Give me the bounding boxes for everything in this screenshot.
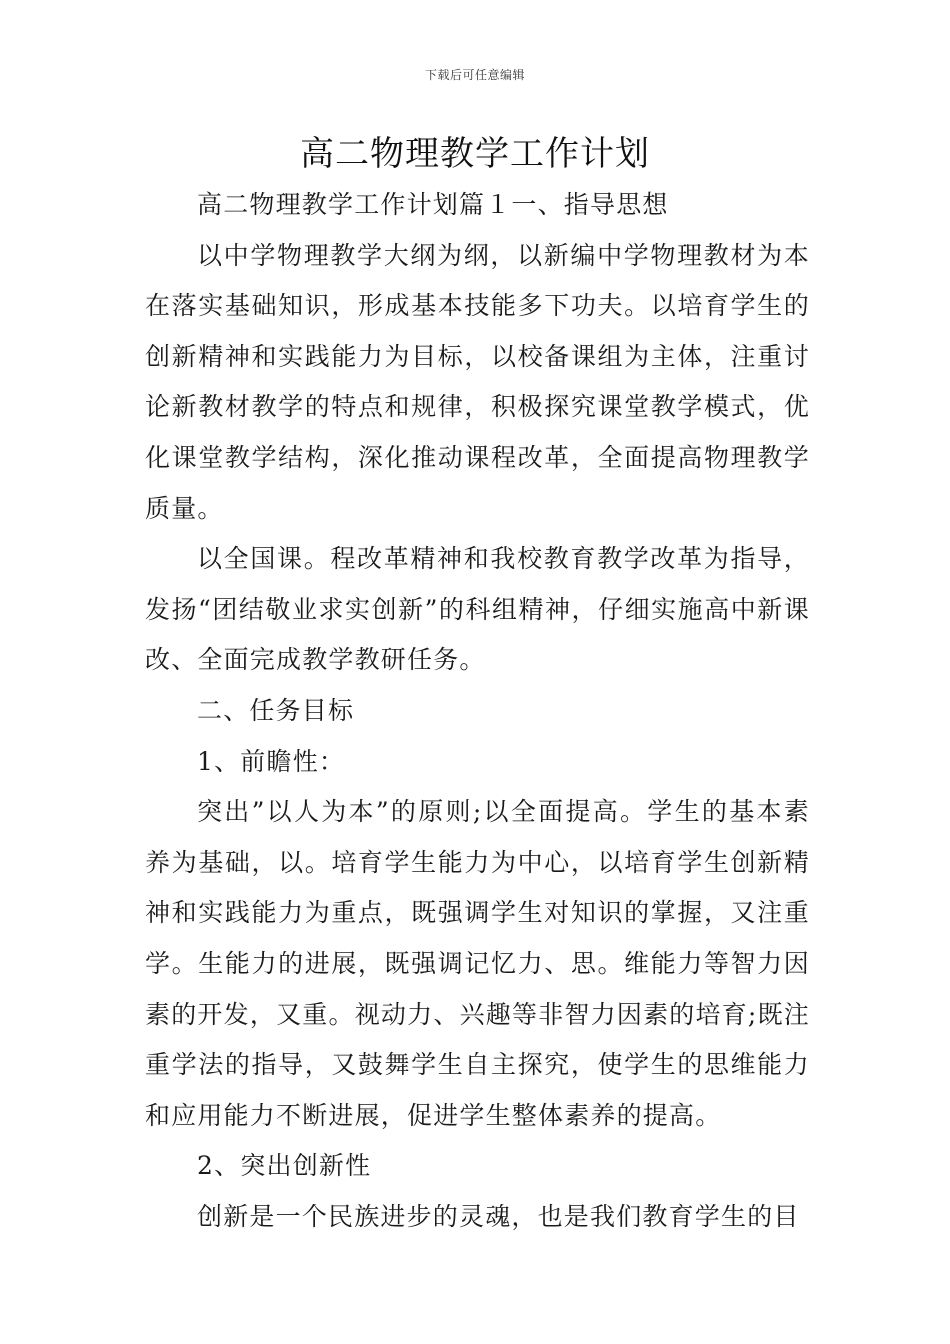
paragraph-intro-heading: 高二物理教学工作计划篇１一、指导思想	[197, 190, 669, 219]
section-heading: 二、任务目标	[197, 695, 355, 725]
paragraph: 创新是一个民族进步的灵魂，也是我们教育学生的目	[197, 1201, 800, 1231]
paragraph: 以全国课。程改革精神和我校教育教学改革为指导，发扬“团结敬业求实创新”的科组精神，仔细实施高中新课改、全面完成教学教研任务。	[145, 544, 810, 675]
paragraph: 以中学物理教学大纲为纲，以新编中学物理教材为本在落实基础知识，形成基本技能多下功夫。以培育学生的创新精神和实践能力为目标，以校备课组为主体，注重讨论新教材教学的特点和规律，积极探究课堂教学模式，优化课堂教学结构，深化推动课程改革，全面提高物理教学质量。	[145, 240, 810, 523]
paragraph: 突出”以人为本”的原则;以全面提高。学生的基本素养为基础，以。培育学生能力为中心，以培育学生创新精神和实践能力为重点，既强调学生对知识的掌握，又注重学。生能力的进展，既强调记忆力、思。维能力等智力因素的开发，又重。视动力、兴趣等非智力因素的培育;既注重学法的指导，又鼓舞学生自主探究，使学生的思维能力和应用能力不断进展，促进学生整体素养的提高。	[145, 797, 810, 1130]
subsection-heading: 1、前瞻性：	[197, 746, 346, 776]
subsection-heading: 2、突出创新性	[197, 1151, 372, 1181]
document-title: 高二物理教学工作计划	[300, 134, 650, 174]
header-note: 下载后可任意编辑	[424, 68, 525, 82]
document-body	[145, 180, 810, 1242]
